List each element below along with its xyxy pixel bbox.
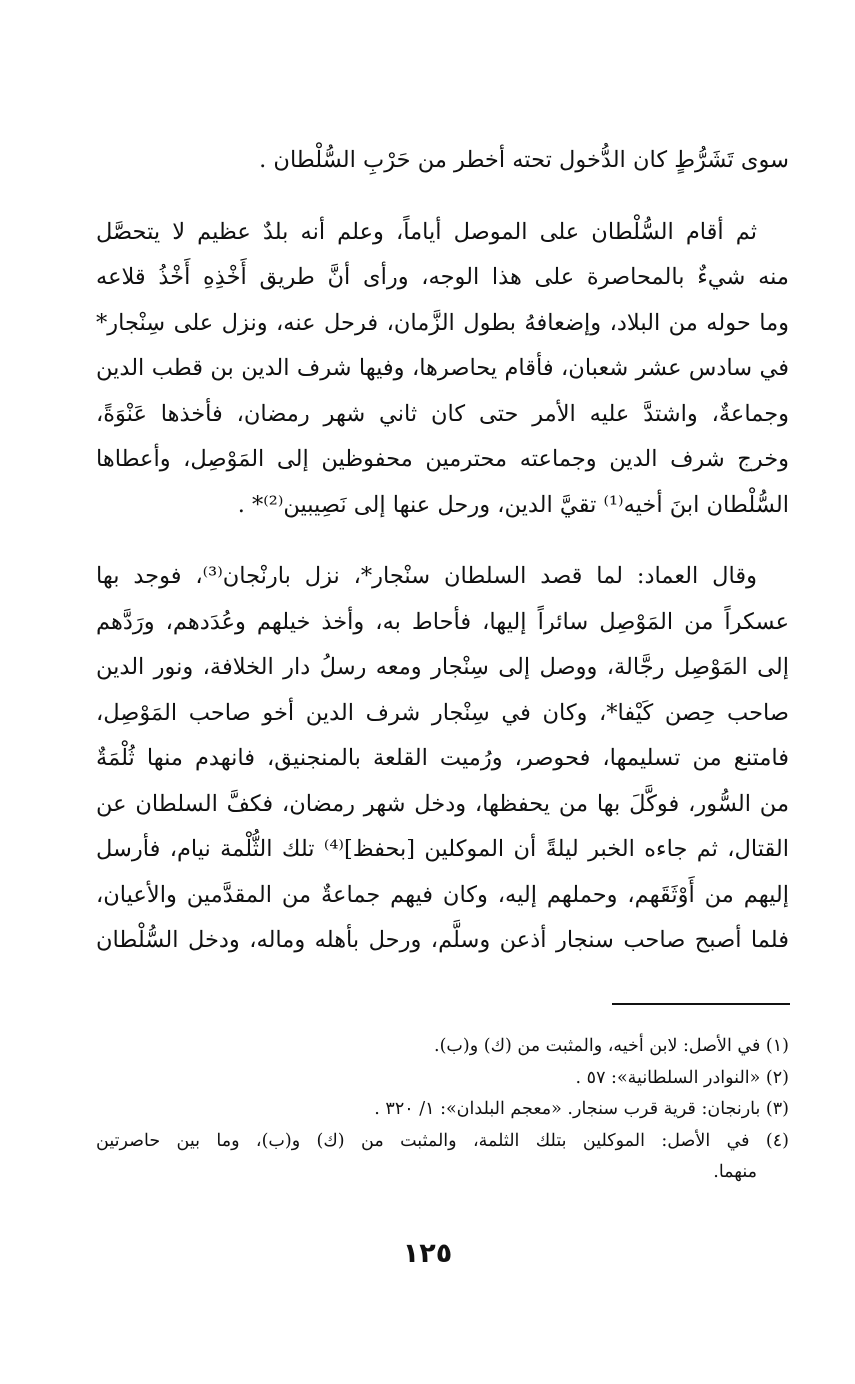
- text-line: فلما أصبح صاحب سنجار أذعن وسلَّم، ورحل بأهله وماله، ودخل السُّلْطان: [96, 927, 789, 953]
- footnote-4-continuation: منهما.: [713, 1162, 757, 1182]
- text-line: إلى المَوْصِل رجَّالة، ووصل إلى سِنْجار ومعه رسلُ دار الخلافة، ونور الدين: [96, 654, 789, 680]
- text-line: وما حوله من البلاد، وإضعافهُ بطول الزَّمان، فرحل عنه، ونزل على سِنْجار*: [96, 309, 789, 336]
- page-number: ١٢٥: [402, 1238, 453, 1269]
- text-line: ثم أقام السُّلْطان على الموصل أياماً، وعلم أنه بلدٌ عظيم لا يتحصَّل: [96, 218, 757, 245]
- text-line: صاحب حِصن كَيْفا*، وكان في سِنْجار شرف الدين أخو صاحب المَوْصِل،: [96, 699, 789, 726]
- footnote-2: (٢) «النوادر السلطانية»: ٥٧ .: [575, 1067, 789, 1088]
- main-text: [96, 138, 789, 964]
- footnotes: [96, 1031, 789, 1189]
- text-line: منه شيءٌ بالمحاصرة على هذا الوجه، ورأى أنَّ طريق أَخْذِهِ أَخْذُ قلاعه: [96, 264, 789, 290]
- paragraph-gap: [96, 528, 789, 554]
- text-line: وخرج شرف الدين وجماعته محترمين محفوظين إلى المَوْصِل، وأعطاها: [96, 446, 789, 472]
- text-line: في سادس عشر شعبان، فأقام يحاصرها، وفيها شرف الدين بن قطب الدين: [96, 355, 789, 381]
- footnote-1: (١) في الأصل: لابن أخيه، والمثبت من (ك) و(ب).: [434, 1036, 789, 1056]
- footnote-4: (٤) في الأصل: الموكلين بتلك الثلمة، والمثبت من (ك) و(ب)، وما بين حاصرتين: [96, 1130, 789, 1151]
- text-line: فامتنع من تسليمها، فحوصر، ورُميت القلعة بالمنجنيق، فانهدم منها ثُلْمَةٌ: [96, 745, 789, 771]
- text-line: القتال، ثم جاءه الخبر ليلةً أن الموكلين [بحفظ]⁽⁴⁾ تلك الثُّلْمة نيام، فأرسل: [96, 836, 789, 862]
- text-line: سوى تَشَرُّطٍ كان الدُّخول تحته أخطر من حَرْبِ السُّلْطان .: [259, 147, 789, 173]
- footnote-separator: [612, 1003, 790, 1005]
- text-line: وقال العماد: لما قصد السلطان سنْجار*، نزل بارنْجان⁽³⁾، فوجد بها: [96, 563, 757, 589]
- text-line: إليهم من أَوْثَقَهم، وحملهم إليه، وكان فيهم جماعةٌ من المقدَّمين والأعيان،: [96, 881, 789, 908]
- text-line: وجماعةٌ، واشتدَّ عليه الأمر حتى كان ثاني شهر رمضان، فأخذها عَنْوَةً،: [96, 400, 789, 427]
- paragraph-gap: [96, 184, 789, 210]
- text-line: السُّلْطان ابنَ أخيه⁽¹⁾ تقيَّ الدين، ورحل عنها إلى نَصِيبين⁽²⁾* .: [237, 491, 789, 518]
- text-line: من السُّور، فوكَّلَ بها من يحفظها، ودخل شهر رمضان، فكفَّ السلطان عن: [96, 790, 789, 817]
- footnote-3: (٣) بارنجان: قرية قرب سنجار. «معجم البلدان»: ١/ ٣٢٠ .: [374, 1099, 789, 1119]
- text-line: عسكراً من المَوْصِل سائراً إليها، فأحاط به، وأخذ خيلهم وعُدَدهم، ورَدَّهم: [96, 608, 789, 635]
